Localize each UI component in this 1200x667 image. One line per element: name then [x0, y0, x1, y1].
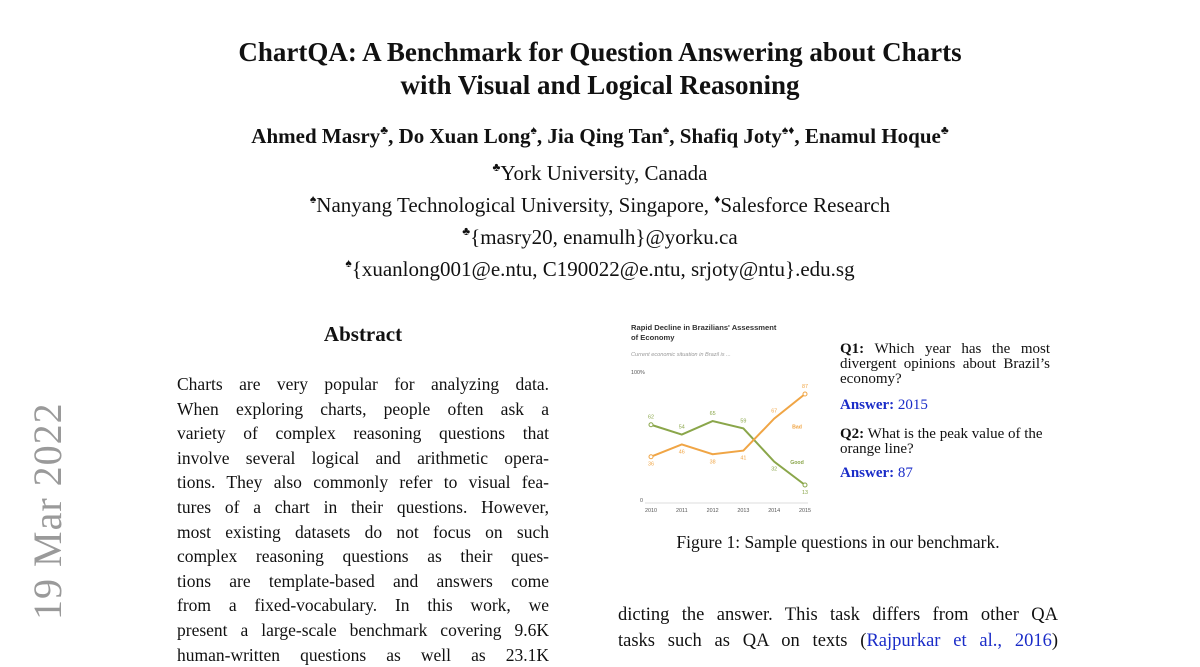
abstract-line: tions. They also commonly refer to visual fea- [177, 472, 549, 493]
data-label-bad: 38 [709, 459, 716, 466]
abstract-line: complex reasoning questions as their ques- [177, 546, 549, 567]
data-label-bad: 36 [648, 461, 654, 468]
affiliation-mark: ♦ [714, 192, 721, 206]
data-label-bad: 41 [740, 455, 747, 462]
data-label-good: 62 [648, 414, 654, 421]
body-text [618, 602, 1058, 654]
question-1 [840, 342, 1050, 387]
body-line-with-citation [618, 628, 1058, 654]
q2-text: What is the peak value of the orange line? [840, 426, 1043, 457]
citation-link[interactable]: Rajpurkar et al., 2016 [866, 631, 1052, 651]
affiliation-text: {masry20, enamulh}@yorku.ca [470, 225, 738, 249]
author-list [0, 124, 1200, 149]
a2-value: 87 [897, 465, 913, 481]
author-name: Ahmed Masry [251, 124, 381, 148]
author-affiliation-mark: ♠ [662, 123, 670, 137]
x-tick-label: 2012 [706, 508, 719, 514]
affiliation-ntu-salesforce [0, 192, 1200, 218]
data-label-good: 32 [771, 466, 778, 473]
y-tick-top: 100% [631, 370, 645, 376]
series-name-good: Good [790, 460, 804, 467]
abstract-line: from a fixed-vocabulary. In this work, we [177, 595, 549, 616]
chart-plot-area [645, 384, 811, 514]
abstract-line: present a large-scale benchmark covering 9.6K [177, 619, 549, 640]
answer-1 [840, 398, 1050, 413]
data-point-bad [803, 392, 807, 396]
question-2 [840, 427, 1050, 457]
affiliation-email-ntu [0, 256, 1200, 282]
data-label-good: 59 [740, 418, 747, 425]
paper-title [0, 36, 1200, 102]
x-tick-label: 2011 [676, 508, 688, 514]
abstract-line: human-written questions as well as 23.1K [177, 644, 549, 665]
abstract-line: most existing datasets do not focus on such [177, 521, 549, 542]
abstract-heading: Abstract [323, 322, 403, 346]
data-point-bad [649, 455, 653, 459]
affiliation-email-york [0, 224, 1200, 250]
author-separator: , [669, 124, 680, 148]
author-affiliation-mark: ♣ [940, 123, 949, 137]
author-affiliation-mark: ♣ [380, 123, 389, 137]
figure-chart [622, 318, 822, 518]
y-tick-bottom: 0 [640, 498, 643, 504]
data-point-good [803, 483, 807, 487]
answer-2 [840, 466, 1050, 481]
x-tick-label: 2014 [768, 508, 781, 514]
author-name: Do Xuan Long [398, 124, 531, 148]
title-line-2: with Visual and Logical Reasoning [400, 70, 800, 100]
abstract-line: When exploring charts, people often ask a [177, 398, 549, 419]
x-tick-label: 2010 [645, 508, 657, 514]
author-separator: , [794, 124, 805, 148]
author-name: Shafiq Joty [679, 124, 782, 148]
a1-label: Answer: [840, 397, 895, 413]
figure-caption: Figure 1: Sample questions in our benchmark. [676, 532, 1000, 552]
x-tick-label: 2013 [737, 508, 750, 514]
chart-title-line-1: Rapid Decline in Brazilians' Assessment [631, 323, 777, 332]
affiliation-text: Salesforce Research [720, 193, 891, 217]
body-line: dicting the answer. This task differs from other QA [618, 605, 1058, 625]
q1-label: Q1: [840, 341, 865, 357]
author-affiliation-mark: ♠ [530, 123, 537, 137]
data-label-bad: 87 [802, 383, 808, 390]
abstract-line: Charts are very popular for analyzing data. [177, 374, 549, 394]
a1-value: 2015 [897, 397, 928, 413]
data-label-good: 13 [802, 490, 808, 497]
affiliation-text: York University, Canada [500, 161, 708, 185]
affiliation-text: Nanyang Technological University, Singapore, [316, 193, 715, 217]
author-separator: , [388, 124, 399, 148]
affiliation-text: {xuanlong001@e.ntu, C190022@e.ntu, srjoty@ntu}.edu.sg [351, 257, 855, 281]
a2-label: Answer: [840, 465, 895, 481]
author-separator: , [536, 124, 548, 148]
title-line-1: ChartQA: A Benchmark for Question Answering about Charts [238, 37, 962, 67]
q2-label: Q2: [840, 426, 865, 442]
chart-subtitle: Current economic situation in Brazil is ... [631, 352, 731, 358]
affiliation-mark: ♠ [345, 256, 352, 270]
data-label-bad: 46 [678, 449, 685, 456]
data-point-good [649, 423, 653, 427]
author-name: Enamul Hoque [804, 124, 941, 148]
x-tick-label: 2015 [799, 508, 811, 514]
body-line-text: ) [1051, 631, 1058, 651]
affiliation-mark: ♣ [492, 160, 501, 174]
author-affiliation-mark: ♠♦ [781, 123, 795, 137]
abstract-line: tions are template-based and answers come [177, 570, 549, 591]
chart-title-line-2: of Economy [631, 333, 675, 342]
body-line-text: tasks such as QA on texts ( [618, 631, 867, 651]
series-name-bad: Bad [792, 424, 802, 431]
abstract-line: variety of complex reasoning questions that [177, 423, 549, 444]
data-label-good: 54 [678, 424, 685, 431]
author-name: Jia Qing Tan [547, 124, 663, 148]
data-label-good: 65 [709, 411, 716, 418]
affiliation-york [0, 160, 1200, 186]
abstract-line: tures of a chart in their questions. However, [177, 496, 549, 517]
affiliation-mark: ♣ [462, 224, 471, 238]
affiliation-mark: ♠ [309, 192, 317, 206]
q1-text: Which year has the most divergent opinions about Brazil’s economy? [840, 341, 1050, 387]
abstract-line: involve several logical and arithmetic opera- [177, 447, 549, 468]
abstract-body [177, 372, 549, 667]
arxiv-date-stamp: 19 Mar 2022 [25, 402, 70, 620]
data-label-bad: 67 [771, 408, 778, 415]
